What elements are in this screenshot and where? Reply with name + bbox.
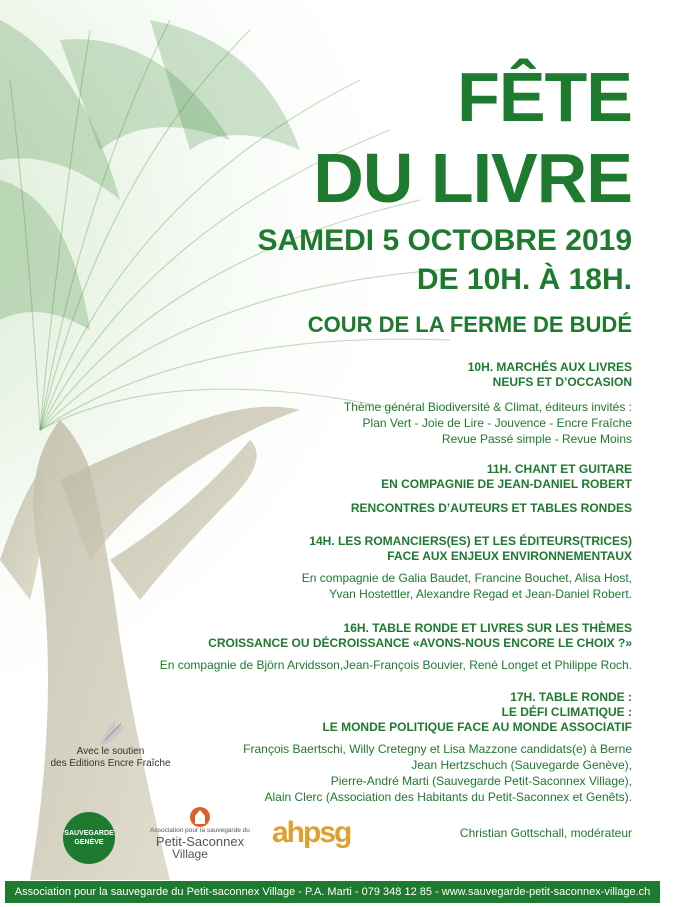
section-text: Yvan Hostettler, Alexandre Regad et Jean-Daniel Robert. — [329, 587, 632, 601]
sauvegarde-geneve-logo — [63, 812, 115, 864]
section-heading: 17H. TABLE RONDE : — [510, 690, 632, 704]
section-text: Pierre-André Marti (Sauvegarde Petit-Saconnex Village), — [330, 774, 632, 788]
section-text: François Baertschi, Willy Cretegny et Lisa Mazzone candidats(e) à Berne — [243, 742, 632, 756]
section-heading: LE MONDE POLITIQUE FACE AU MONDE ASSOCIATIF — [322, 720, 632, 734]
event-hours: DE 10H. À 18H. — [416, 263, 632, 296]
moderator: Christian Gottschall, modérateur — [459, 826, 632, 840]
section-heading: FACE AUX ENJEUX ENVIRONNEMENTAUX — [387, 549, 632, 563]
program-section-10h — [344, 360, 632, 447]
section-heading: 10H. MARCHÉS AUX LIVRES — [467, 360, 632, 374]
sponsor-note — [48, 746, 173, 770]
program-section-11h — [351, 462, 632, 516]
logo-text-small: Association pour la sauvegarde du — [150, 827, 250, 834]
section-text: En compagnie de Björn Arvidsson,Jean-François Bouvier, René Longet et Philippe Roch. — [159, 658, 632, 672]
logo-text: Petit-Saconnex — [155, 834, 245, 849]
footer-bar: Association pour la sauvegarde du Petit-saconnex Village - P.A. Marti - 079 348 12 85 - www.sauvegarde-petit-saconnex-village.ch — [5, 881, 660, 903]
logo-text: SAUVEGARDE — [64, 830, 114, 837]
ahpsg-logo: ahpsg — [272, 816, 351, 849]
petit-saconnex-logo — [140, 805, 260, 860]
section-text: Jean Hertzschuch (Sauvegarde Genève), — [411, 758, 632, 772]
section-heading: NEUFS ET D’OCCASION — [492, 375, 632, 389]
event-venue: COUR DE LA FERME DE BUDÉ — [307, 312, 632, 337]
program-section-17h — [243, 690, 632, 805]
section-heading: LE DÉFI CLIMATIQUE : — [501, 705, 632, 719]
section-text: En compagnie de Galia Baudet, Francine Bouchet, Alisa Host, — [301, 571, 632, 585]
section-heading: 16H. TABLE RONDE ET LIVRES SUR LES THÈMES — [343, 621, 632, 635]
church-icon — [187, 805, 213, 827]
section-text: Alain Clerc (Association des Habitants du Petit-Saconnex et Genêts). — [264, 790, 632, 804]
logo-text: GENÈVE — [74, 839, 104, 846]
section-text: Revue Passé simple - Revue Moins — [441, 432, 632, 446]
event-date: SAMEDI 5 OCTOBRE 2019 — [257, 224, 632, 257]
title-line-2: DU LIVRE — [313, 139, 632, 217]
title-line-1: FÊTE — [457, 58, 632, 136]
section-text: Thème général Biodiversité & Climat, éditeurs invités : — [343, 400, 632, 414]
sponsor-line: Avec le soutien — [76, 746, 145, 757]
section-heading: RENCONTRES D’AUTEURS ET TABLES RONDES — [350, 501, 632, 515]
encre-fraiche-logo-icon — [95, 718, 131, 748]
section-heading: 14H. LES ROMANCIERS(ES) ET LES ÉDITEURS(TRICES) — [309, 534, 632, 548]
section-heading: CROISSANCE OU DÉCROISSANCE «AVONS-NOUS ENCORE LE CHOIX ?» — [208, 636, 632, 650]
section-text: Plan Vert - Joie de Lire - Jouvence - Encre Fraîche — [362, 416, 632, 430]
sponsor-line: des Editions Encre Fraîche — [50, 758, 171, 769]
program-section-14h — [302, 534, 632, 602]
logo-text: Village — [172, 847, 208, 861]
section-heading: 11H. CHANT ET GUITARE — [486, 462, 632, 476]
section-heading: EN COMPAGNIE DE JEAN-DANIEL ROBERT — [381, 477, 632, 491]
program-section-16h — [160, 621, 632, 673]
